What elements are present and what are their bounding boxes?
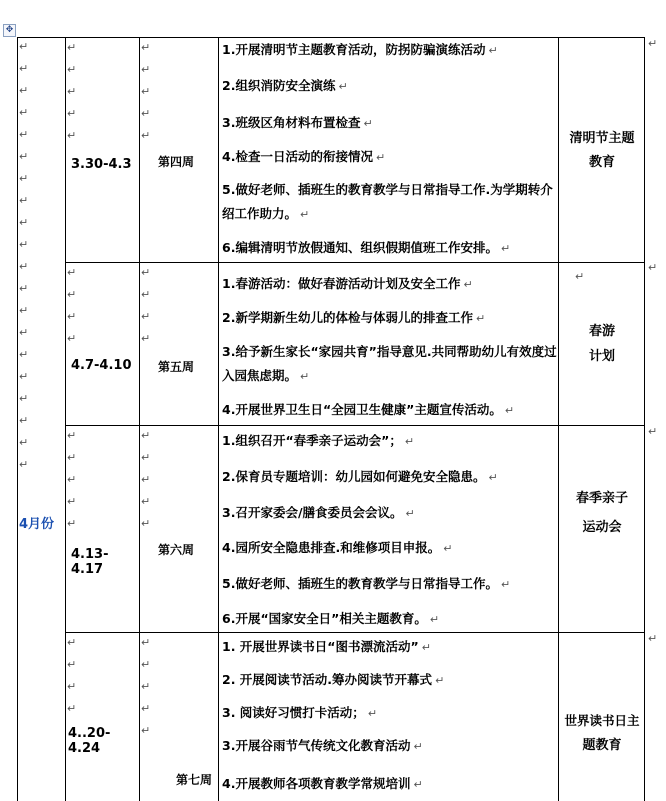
theme-line: 计划 <box>588 349 615 364</box>
task-item: 3.给予新生家长“家园共育”指导意见.共同帮助幼儿有效度过入园焦虑期。 ↵ <box>222 340 558 389</box>
weekly-plan-table <box>17 37 644 801</box>
date-range: 4.7-4.10 <box>71 358 132 373</box>
week-cell: ↵ ↵ ↵ ↵ 第五周 <box>141 266 195 374</box>
month-label: 4月份 <box>19 517 55 532</box>
task-item: 1. 开展世界读书日“图书漂流活动” ↵ <box>222 635 431 660</box>
task-item: 1.组织召开“春季亲子运动会”； ↵ <box>222 429 414 454</box>
table-move-handle[interactable]: ✥ <box>3 24 16 37</box>
week-cell: ↵ ↵ ↵ ↵ ↵ 第七周 <box>141 636 213 787</box>
task-item: 3.开展谷雨节气传统文化教育活动 ↵ <box>222 734 423 759</box>
task-item: 2.组织消防安全演练 ↵ <box>222 74 348 99</box>
task-item: 2.新学期新生幼儿的体检与体弱儿的排查工作 ↵ <box>222 306 485 331</box>
theme-cell <box>559 633 644 801</box>
date-range: 4.13-4.17 <box>71 547 109 577</box>
task-item: 2.保育员专题培训：幼儿园如何避免安全隐患。 ↵ <box>222 465 498 490</box>
theme-line: 春季亲子 <box>575 491 628 506</box>
theme-cell <box>559 38 644 262</box>
tasks-cell <box>219 426 558 632</box>
task-item: 5.做好老师、插班生的教育教学与日常指导工作。 ↵ <box>222 572 510 597</box>
table-border-right <box>644 37 645 801</box>
task-item: 3. 阅读好习惯打卡活动； ↵ <box>222 701 377 726</box>
week-label: 第七周 <box>176 773 213 787</box>
task-item: 4.园所安全隐患排查.和维修项目申报。 ↵ <box>222 536 452 561</box>
theme-line: 教育 <box>588 155 615 170</box>
task-item: 4.检查一日活动的衔接情况 ↵ <box>222 145 385 170</box>
theme-line: 世界读书日主 <box>564 713 640 728</box>
task-item: 2. 开展阅读节活动.筹办阅读节开幕式 ↵ <box>222 668 444 693</box>
week-label: 第六周 <box>158 543 195 557</box>
week-cell: ↵ ↵ ↵ ↵ ↵ 第六周 <box>141 429 195 557</box>
theme-line: 运动会 <box>582 520 622 535</box>
date-cell: ↵ ↵ ↵ ↵ ↵ 3.30-4.3 <box>67 41 132 172</box>
task-item: 4.开展教师各项教育教学常规培训 ↵ <box>222 772 423 797</box>
date-cell: ↵ ↵ ↵ ↵ 4.7-4.10 <box>67 266 132 373</box>
task-item: 1.春游活动：做好春游活动计划及安全工作 ↵ <box>222 272 473 297</box>
task-item: 1.开展清明节主题教育活动，防拐防骗演练活动 ↵ <box>222 38 498 63</box>
date-range: 4..20-4.24 <box>68 726 111 756</box>
task-item: 4.开展世界卫生日“全园卫生健康”主题宣传活动。 ↵ <box>222 398 514 423</box>
theme-cell <box>559 426 644 632</box>
task-item: 5.做好老师、插班生的教育教学与日常指导工作.为学期转介绍工作助力。 ↵ <box>222 178 558 227</box>
tasks-cell <box>219 38 558 262</box>
task-item: 6.编辑清明节放假通知、组织假期值班工作安排。 ↵ <box>222 236 510 261</box>
task-item: 6.开展“国家安全日”相关主题教育。 ↵ <box>222 607 439 632</box>
tasks-cell <box>219 263 558 425</box>
theme-line: 清明节主题 <box>569 131 635 146</box>
date-cell: ↵ ↵ ↵ ↵ 4..20-4.24 <box>66 633 139 801</box>
theme-line: 春游 <box>588 324 615 339</box>
month-cell: ↵ ↵ ↵ ↵ ↵ ↵ ↵ ↵ ↵ ↵ ↵ ↵ ↵ ↵ ↵ ↵ ↵ ↵ ↵ ↵ 4月份 <box>19 40 55 532</box>
date-cell: ↵ ↵ ↵ ↵ ↵ 4.13-4.17 <box>66 426 139 632</box>
date-range: 3.30-4.3 <box>71 157 132 172</box>
week-cell: ↵ ↵ ↵ ↵ ↵ 第四周 <box>141 41 195 169</box>
tasks-cell <box>219 633 558 801</box>
task-item: 3.班级区角材料布置检查 ↵ <box>222 111 373 136</box>
week-label: 第五周 <box>158 360 195 374</box>
week-label: 第四周 <box>158 155 195 169</box>
theme-line: 题教育 <box>582 738 622 753</box>
task-item: 3.召开家委会/膳食委员会会议。 ↵ <box>222 501 415 526</box>
theme-cell: ↵ 春游 计划 <box>559 263 644 425</box>
